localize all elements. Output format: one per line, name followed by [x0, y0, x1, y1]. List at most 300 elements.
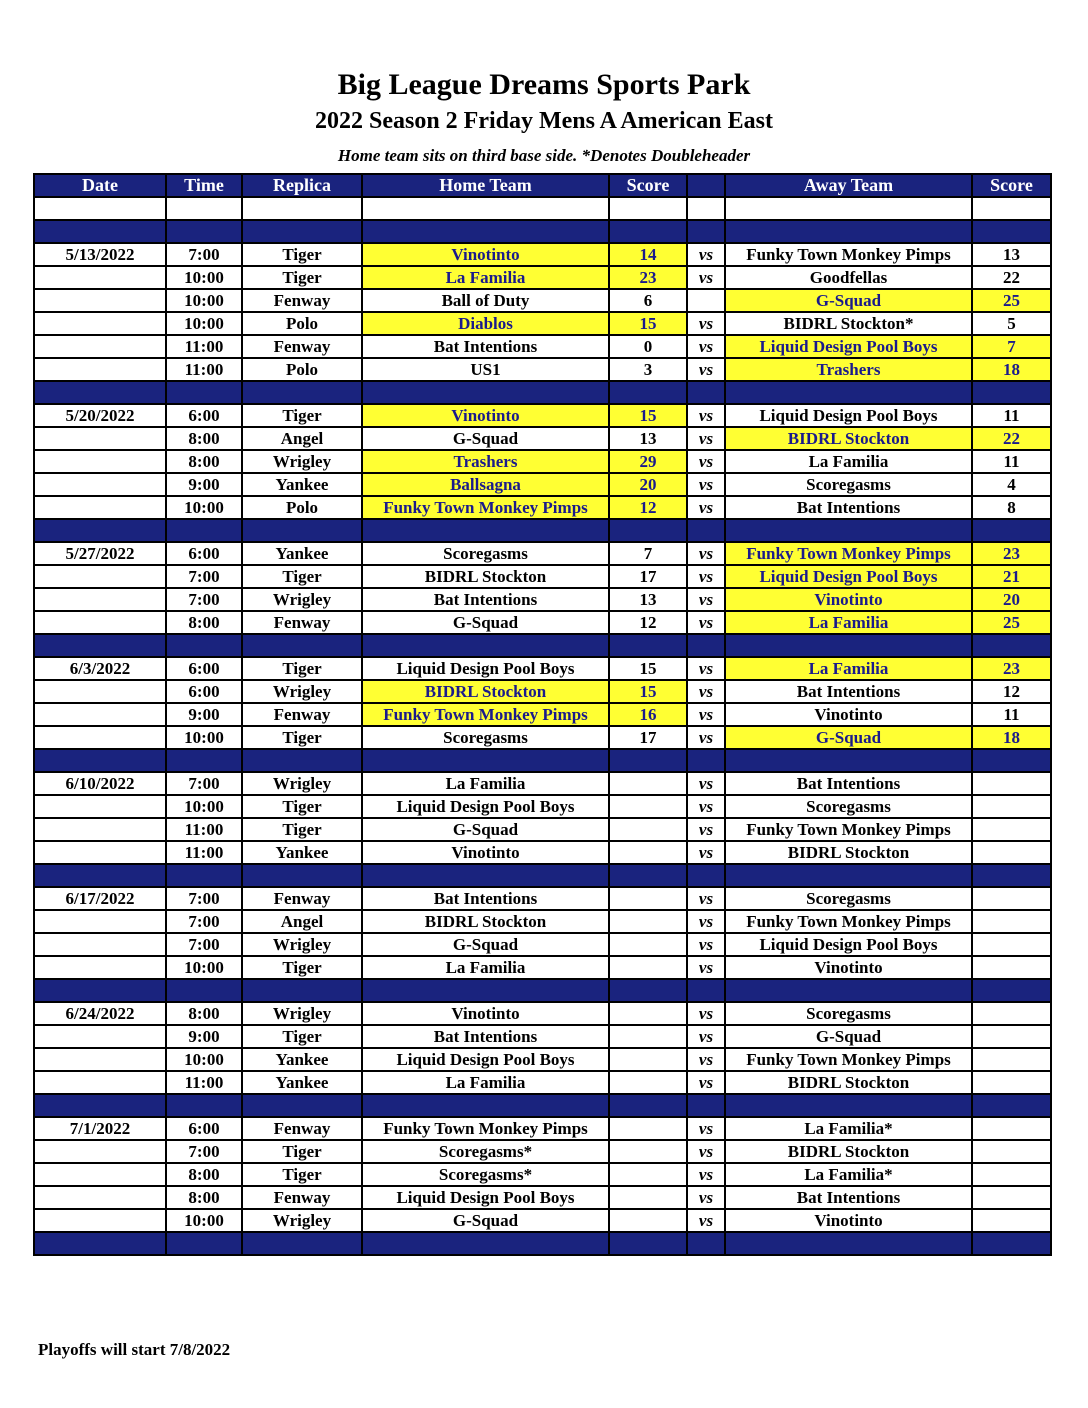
separator-cell [609, 519, 687, 542]
separator-cell [166, 1094, 242, 1117]
home-score-cell [609, 933, 687, 956]
blank-cell [687, 197, 725, 220]
separator-cell [242, 519, 362, 542]
home-score-cell [609, 1186, 687, 1209]
separator-cell [34, 1232, 166, 1255]
game-row [34, 1140, 1051, 1163]
home-team-cell: Bat Intentions [362, 1025, 609, 1048]
separator-cell [972, 749, 1051, 772]
home-score-cell: 20 [609, 473, 687, 496]
game-row [34, 818, 1051, 841]
separator-cell [242, 1094, 362, 1117]
home-score-cell: 12 [609, 496, 687, 519]
separator-cell [166, 864, 242, 887]
week-separator-row [34, 381, 1051, 404]
time-cell: 10:00 [166, 956, 242, 979]
vs-cell: vs [687, 703, 725, 726]
game-row [34, 703, 1051, 726]
game-row [34, 565, 1051, 588]
home-score-cell [609, 772, 687, 795]
vs-cell: vs [687, 657, 725, 680]
away-team-cell: Scoregasms [725, 795, 972, 818]
date-cell [34, 1209, 166, 1232]
home-team-cell: La Familia [362, 1071, 609, 1094]
home-team-cell: Liquid Design Pool Boys [362, 1048, 609, 1071]
col-header-date: Date [34, 174, 166, 197]
away-score-cell: 20 [972, 588, 1051, 611]
col-header-replica: Replica [242, 174, 362, 197]
away-score-cell: 11 [972, 404, 1051, 427]
away-score-cell [972, 818, 1051, 841]
game-row [34, 841, 1051, 864]
time-cell: 10:00 [166, 289, 242, 312]
game-row [34, 680, 1051, 703]
home-team-cell: Ballsagna [362, 473, 609, 496]
separator-cell [609, 381, 687, 404]
away-team-cell: Funky Town Monkey Pimps [725, 910, 972, 933]
game-row [34, 1209, 1051, 1232]
vs-cell: vs [687, 243, 725, 266]
date-cell [34, 956, 166, 979]
game-row [34, 795, 1051, 818]
replica-cell: Yankee [242, 1048, 362, 1071]
separator-cell [725, 1232, 972, 1255]
home-score-cell [609, 1163, 687, 1186]
replica-cell: Wrigley [242, 680, 362, 703]
home-team-cell: La Familia [362, 266, 609, 289]
separator-cell [972, 381, 1051, 404]
home-team-cell: G-Squad [362, 818, 609, 841]
separator-cell [725, 634, 972, 657]
away-score-cell: 8 [972, 496, 1051, 519]
away-team-cell: Bat Intentions [725, 496, 972, 519]
home-score-cell [609, 818, 687, 841]
time-cell: 11:00 [166, 841, 242, 864]
away-score-cell [972, 841, 1051, 864]
home-team-cell: La Familia [362, 956, 609, 979]
game-row [34, 611, 1051, 634]
time-cell: 11:00 [166, 335, 242, 358]
away-team-cell: La Familia* [725, 1117, 972, 1140]
replica-cell: Wrigley [242, 772, 362, 795]
separator-cell [242, 381, 362, 404]
time-cell: 8:00 [166, 1186, 242, 1209]
away-team-cell: Scoregasms [725, 473, 972, 496]
separator-cell [242, 864, 362, 887]
home-score-cell: 3 [609, 358, 687, 381]
week-separator-row [34, 519, 1051, 542]
separator-cell [34, 220, 166, 243]
home-score-cell: 12 [609, 611, 687, 634]
away-team-cell: G-Squad [725, 726, 972, 749]
home-team-cell: La Familia [362, 772, 609, 795]
game-row [34, 427, 1051, 450]
home-team-cell: Bat Intentions [362, 887, 609, 910]
date-cell [34, 818, 166, 841]
vs-cell: vs [687, 841, 725, 864]
week-separator-row [34, 1094, 1051, 1117]
separator-cell [242, 979, 362, 1002]
away-score-cell: 21 [972, 565, 1051, 588]
away-score-cell: 18 [972, 358, 1051, 381]
separator-cell [725, 979, 972, 1002]
home-score-cell: 7 [609, 542, 687, 565]
home-team-cell: Bat Intentions [362, 335, 609, 358]
time-cell: 11:00 [166, 818, 242, 841]
game-row [34, 887, 1051, 910]
home-score-cell [609, 1117, 687, 1140]
away-score-cell [972, 1025, 1051, 1048]
vs-cell: vs [687, 772, 725, 795]
time-cell: 9:00 [166, 473, 242, 496]
away-score-cell: 25 [972, 289, 1051, 312]
separator-cell [362, 979, 609, 1002]
away-team-cell: Goodfellas [725, 266, 972, 289]
replica-cell: Tiger [242, 726, 362, 749]
home-score-cell: 16 [609, 703, 687, 726]
date-cell [34, 565, 166, 588]
replica-cell: Tiger [242, 565, 362, 588]
away-team-cell: BIDRL Stockton [725, 427, 972, 450]
date-cell [34, 1140, 166, 1163]
separator-cell [609, 749, 687, 772]
time-cell: 8:00 [166, 1163, 242, 1186]
time-cell: 8:00 [166, 611, 242, 634]
game-row [34, 1186, 1051, 1209]
home-team-cell: Funky Town Monkey Pimps [362, 703, 609, 726]
away-score-cell [972, 1071, 1051, 1094]
replica-cell: Tiger [242, 956, 362, 979]
home-score-cell [609, 1140, 687, 1163]
separator-cell [34, 381, 166, 404]
away-score-cell [972, 887, 1051, 910]
home-team-cell: US1 [362, 358, 609, 381]
away-score-cell: 25 [972, 611, 1051, 634]
col-header-vs [687, 174, 725, 197]
date-cell [34, 289, 166, 312]
away-score-cell [972, 1186, 1051, 1209]
away-score-cell [972, 1117, 1051, 1140]
replica-cell: Wrigley [242, 1002, 362, 1025]
home-team-cell: Diablos [362, 312, 609, 335]
away-team-cell: Funky Town Monkey Pimps [725, 243, 972, 266]
replica-cell: Yankee [242, 542, 362, 565]
separator-cell [166, 519, 242, 542]
game-row [34, 1048, 1051, 1071]
home-team-cell: Funky Town Monkey Pimps [362, 496, 609, 519]
week-separator-row [34, 864, 1051, 887]
away-team-cell: BIDRL Stockton [725, 1140, 972, 1163]
home-score-cell [609, 841, 687, 864]
separator-cell [166, 1232, 242, 1255]
home-team-cell: Scoregasms [362, 726, 609, 749]
replica-cell: Tiger [242, 1025, 362, 1048]
home-score-cell [609, 1002, 687, 1025]
replica-cell: Tiger [242, 1140, 362, 1163]
home-team-cell: Vinotinto [362, 404, 609, 427]
date-cell [34, 611, 166, 634]
time-cell: 6:00 [166, 404, 242, 427]
game-row [34, 933, 1051, 956]
week-separator-row [34, 634, 1051, 657]
blank-cell [609, 197, 687, 220]
separator-cell [972, 519, 1051, 542]
game-row [34, 358, 1051, 381]
home-score-cell: 29 [609, 450, 687, 473]
vs-cell: vs [687, 611, 725, 634]
away-team-cell: BIDRL Stockton [725, 841, 972, 864]
vs-cell: vs [687, 726, 725, 749]
replica-cell: Polo [242, 358, 362, 381]
away-team-cell: Bat Intentions [725, 680, 972, 703]
date-cell: 6/10/2022 [34, 772, 166, 795]
blank-cell [972, 197, 1051, 220]
home-score-cell: 17 [609, 726, 687, 749]
away-team-cell: Funky Town Monkey Pimps [725, 1048, 972, 1071]
game-row [34, 542, 1051, 565]
time-cell: 10:00 [166, 726, 242, 749]
replica-cell: Fenway [242, 1186, 362, 1209]
separator-cell [609, 1232, 687, 1255]
away-team-cell: Vinotinto [725, 588, 972, 611]
home-team-cell: Ball of Duty [362, 289, 609, 312]
home-team-cell: Liquid Design Pool Boys [362, 657, 609, 680]
away-team-cell: Scoregasms [725, 1002, 972, 1025]
date-cell [34, 910, 166, 933]
home-team-cell: Vinotinto [362, 1002, 609, 1025]
time-cell: 10:00 [166, 266, 242, 289]
time-cell: 10:00 [166, 1209, 242, 1232]
away-score-cell: 11 [972, 450, 1051, 473]
date-cell [34, 450, 166, 473]
week-separator-row [34, 1232, 1051, 1255]
separator-cell [725, 381, 972, 404]
away-team-cell: Trashers [725, 358, 972, 381]
col-header-away-team: Away Team [725, 174, 972, 197]
away-score-cell: 5 [972, 312, 1051, 335]
home-team-cell: G-Squad [362, 611, 609, 634]
away-score-cell: 12 [972, 680, 1051, 703]
vs-cell: vs [687, 956, 725, 979]
away-team-cell: Vinotinto [725, 956, 972, 979]
time-cell: 6:00 [166, 657, 242, 680]
date-cell [34, 358, 166, 381]
time-cell: 7:00 [166, 910, 242, 933]
vs-cell: vs [687, 887, 725, 910]
home-score-cell [609, 910, 687, 933]
date-cell [34, 1071, 166, 1094]
home-team-cell: BIDRL Stockton [362, 565, 609, 588]
away-score-cell [972, 795, 1051, 818]
separator-cell [687, 220, 725, 243]
separator-cell [242, 1232, 362, 1255]
away-team-cell: La Familia [725, 450, 972, 473]
separator-cell [34, 749, 166, 772]
time-cell: 7:00 [166, 887, 242, 910]
vs-cell: vs [687, 450, 725, 473]
replica-cell: Yankee [242, 841, 362, 864]
time-cell: 7:00 [166, 588, 242, 611]
home-team-cell: Scoregasms [362, 542, 609, 565]
home-score-cell [609, 1071, 687, 1094]
separator-cell [687, 381, 725, 404]
game-row [34, 1163, 1051, 1186]
blank-row [34, 197, 1051, 220]
blank-cell [34, 197, 166, 220]
home-team-cell: Vinotinto [362, 841, 609, 864]
game-row [34, 496, 1051, 519]
date-cell [34, 1025, 166, 1048]
away-score-cell: 22 [972, 266, 1051, 289]
away-team-cell: Liquid Design Pool Boys [725, 565, 972, 588]
separator-cell [609, 634, 687, 657]
time-cell: 10:00 [166, 496, 242, 519]
home-team-cell: BIDRL Stockton [362, 910, 609, 933]
game-row [34, 335, 1051, 358]
blank-cell [362, 197, 609, 220]
vs-cell: vs [687, 565, 725, 588]
away-team-cell: Bat Intentions [725, 1186, 972, 1209]
game-row [34, 266, 1051, 289]
replica-cell: Yankee [242, 473, 362, 496]
game-row [34, 772, 1051, 795]
separator-cell [725, 220, 972, 243]
date-cell [34, 841, 166, 864]
separator-cell [609, 1094, 687, 1117]
vs-cell: vs [687, 680, 725, 703]
home-score-cell [609, 1048, 687, 1071]
separator-cell [34, 979, 166, 1002]
home-team-cell: BIDRL Stockton [362, 680, 609, 703]
separator-cell [166, 220, 242, 243]
replica-cell: Fenway [242, 703, 362, 726]
vs-cell: vs [687, 542, 725, 565]
replica-cell: Fenway [242, 1117, 362, 1140]
separator-cell [972, 1232, 1051, 1255]
away-team-cell: G-Squad [725, 1025, 972, 1048]
schedule-note: Home team sits on third base side. *Denotes Doubleheader [337, 146, 751, 165]
away-team-cell: BIDRL Stockton* [725, 312, 972, 335]
date-cell: 6/24/2022 [34, 1002, 166, 1025]
away-score-cell [972, 910, 1051, 933]
time-cell: 9:00 [166, 703, 242, 726]
home-team-cell: Liquid Design Pool Boys [362, 1186, 609, 1209]
time-cell: 7:00 [166, 1140, 242, 1163]
separator-cell [687, 519, 725, 542]
page-subtitle: 2022 Season 2 Friday Mens A American East [314, 108, 773, 134]
separator-cell [362, 864, 609, 887]
replica-cell: Tiger [242, 657, 362, 680]
away-team-cell: Liquid Design Pool Boys [725, 335, 972, 358]
col-header-away-score: Score [972, 174, 1051, 197]
date-cell [34, 588, 166, 611]
home-score-cell [609, 1025, 687, 1048]
replica-cell: Tiger [242, 404, 362, 427]
game-row [34, 910, 1051, 933]
time-cell: 7:00 [166, 565, 242, 588]
away-team-cell: BIDRL Stockton [725, 1071, 972, 1094]
time-cell: 10:00 [166, 1048, 242, 1071]
replica-cell: Wrigley [242, 933, 362, 956]
away-team-cell: Liquid Design Pool Boys [725, 933, 972, 956]
game-row [34, 312, 1051, 335]
time-cell: 11:00 [166, 1071, 242, 1094]
away-score-cell: 7 [972, 335, 1051, 358]
home-team-cell: Scoregasms* [362, 1163, 609, 1186]
away-team-cell: G-Squad [725, 289, 972, 312]
game-row [34, 726, 1051, 749]
replica-cell: Tiger [242, 243, 362, 266]
vs-cell: vs [687, 588, 725, 611]
home-score-cell [609, 887, 687, 910]
separator-cell [362, 749, 609, 772]
home-team-cell: Scoregasms* [362, 1140, 609, 1163]
separator-cell [166, 749, 242, 772]
time-cell: 8:00 [166, 450, 242, 473]
home-team-cell: Funky Town Monkey Pimps [362, 1117, 609, 1140]
away-team-cell: La Familia* [725, 1163, 972, 1186]
vs-cell: vs [687, 795, 725, 818]
separator-cell [166, 634, 242, 657]
separator-cell [166, 979, 242, 1002]
away-score-cell [972, 933, 1051, 956]
time-cell: 6:00 [166, 1117, 242, 1140]
replica-cell: Polo [242, 496, 362, 519]
home-team-cell: Bat Intentions [362, 588, 609, 611]
date-cell [34, 312, 166, 335]
game-row [34, 450, 1051, 473]
replica-cell: Wrigley [242, 450, 362, 473]
home-score-cell: 17 [609, 565, 687, 588]
vs-cell: vs [687, 1209, 725, 1232]
schedule-body [34, 197, 1051, 1255]
blank-cell [242, 197, 362, 220]
home-team-cell: G-Squad [362, 933, 609, 956]
vs-cell: vs [687, 1163, 725, 1186]
separator-cell [972, 634, 1051, 657]
separator-cell [362, 220, 609, 243]
separator-cell [725, 519, 972, 542]
vs-cell: vs [687, 1048, 725, 1071]
separator-cell [687, 749, 725, 772]
home-score-cell: 23 [609, 266, 687, 289]
col-header-time: Time [166, 174, 242, 197]
replica-cell: Tiger [242, 818, 362, 841]
time-cell: 11:00 [166, 358, 242, 381]
separator-cell [362, 381, 609, 404]
vs-cell: vs [687, 910, 725, 933]
away-team-cell: Bat Intentions [725, 772, 972, 795]
time-cell: 6:00 [166, 680, 242, 703]
date-cell [34, 795, 166, 818]
vs-cell: vs [687, 933, 725, 956]
time-cell: 10:00 [166, 312, 242, 335]
home-score-cell: 14 [609, 243, 687, 266]
vs-cell: vs [687, 1025, 725, 1048]
replica-cell: Wrigley [242, 1209, 362, 1232]
date-cell: 7/1/2022 [34, 1117, 166, 1140]
away-score-cell [972, 1048, 1051, 1071]
time-cell: 7:00 [166, 243, 242, 266]
separator-cell [687, 1094, 725, 1117]
col-header-home-team: Home Team [362, 174, 609, 197]
separator-cell [972, 220, 1051, 243]
date-cell [34, 1048, 166, 1071]
vs-cell: vs [687, 1140, 725, 1163]
date-cell [34, 335, 166, 358]
away-score-cell [972, 1163, 1051, 1186]
separator-cell [242, 634, 362, 657]
